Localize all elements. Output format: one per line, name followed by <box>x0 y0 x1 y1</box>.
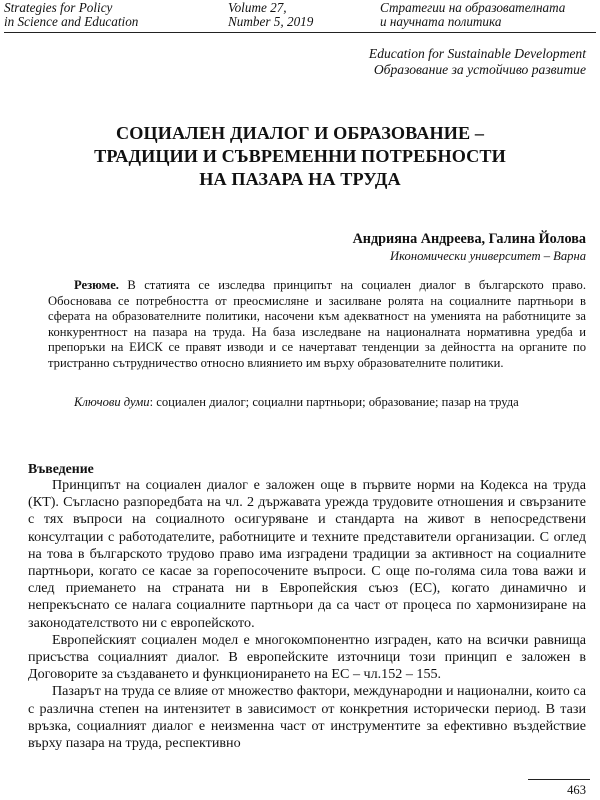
section-label <box>369 46 586 78</box>
journal-title-bg <box>380 1 600 29</box>
article-title-line1: СОЦИАЛЕН ДИАЛОГ И ОБРАЗОВАНИЕ – <box>115 123 485 143</box>
volume-info <box>228 1 368 29</box>
issue-number: Number 5, 2019 <box>228 14 314 29</box>
abstract-label: Резюме. <box>74 278 119 292</box>
author-affiliation: Икономически университет – Варна <box>390 249 586 263</box>
footer-rule <box>528 779 590 780</box>
section-label-bg: Образование за устойчиво развитие <box>373 62 586 77</box>
page-number: 463 <box>567 783 586 797</box>
body-text <box>28 477 586 752</box>
article-title <box>20 122 580 191</box>
author-names: Андрияна Андреева, Галина Йолова <box>352 231 586 247</box>
abstract-text: В статията се изследва принципът на социален диалог в българското право. Обосновава се потребността от преосмисляне и засилване ролята на социалните партньори в сферата на образователните политики, насочени към адекватност на уменията на работниците за конкурентност на пазара на труда. На база изследване на националната нормативна уредба и препоръки на ЕИСК се правят изводи и се начертават тенденции за дейността на органите по тристранно сътрудничество относно влиянието им върху образователните политики. <box>48 278 586 370</box>
keywords-text: : социален диалог; социални партньори; образование; пазар на труда <box>149 395 519 409</box>
running-head <box>4 1 596 31</box>
journal-title-bg-line1: Стратегии на образователната <box>380 0 566 15</box>
keywords-label: Ключови думи <box>74 395 150 409</box>
paragraph: Европейският социален модел е многокомпонентно изграден, като на всички равнища присъства социалният диалог. В европейските източници този принцип е заложен в Договорите за създаването и функционирането на ЕС – чл.152 – 155. <box>28 631 586 683</box>
author-block <box>353 230 586 264</box>
paragraph: Принципът на социален диалог е заложен още в първите норми на Кодекса на труда (КТ). Съгласно разпоредбата на чл. 2 държавата урежда трудовите отношения и свързаните с тях въпроси на социалното осигуряване и стандарта на живот в непосредствени консултации с работодателите, работниците и техните представители организации. С оглед на това в българското трудово право има изградени традиции за активност на социалните партньори, когато се касае за горепосочените въпроси. С още по-голяма сила това важи и след приемането на страната ни в Европейския съюз (ЕС), когато динамично и непрекъснато се налага социалните партньори да са част от процеса по хармонизиране на законодателството ни с европейското. <box>28 477 586 631</box>
article-title-line2: ТРАДИЦИИ И СЪВРЕМЕННИ ПОТРЕБНОСТИ <box>94 146 506 166</box>
header-rule <box>4 32 596 33</box>
journal-title-bg-line2: и научната политика <box>380 14 502 29</box>
keywords <box>48 395 586 411</box>
section-heading-introduction: Въведение <box>28 461 94 476</box>
section-label-en: Education for Sustainable Development <box>368 46 586 61</box>
paragraph: Пазарът на труда се влияе от множество фактори, международни и национални, които са с различна степен на интензитет в зависимост от конкретния исторически период. В тази връзка, социалният диалог е неизменна част от инструментите за ефективно въздействие върху пазара на труда, респективно <box>28 683 586 752</box>
abstract <box>48 278 586 372</box>
volume-number: Volume 27, <box>228 0 287 15</box>
journal-title-en-line1: Strategies for Policy <box>4 0 113 15</box>
journal-title-en <box>4 1 204 29</box>
journal-title-en-line2: in Science and Education <box>4 14 139 29</box>
article-title-line3: НА ПАЗАРА НА ТРУДА <box>199 169 401 189</box>
